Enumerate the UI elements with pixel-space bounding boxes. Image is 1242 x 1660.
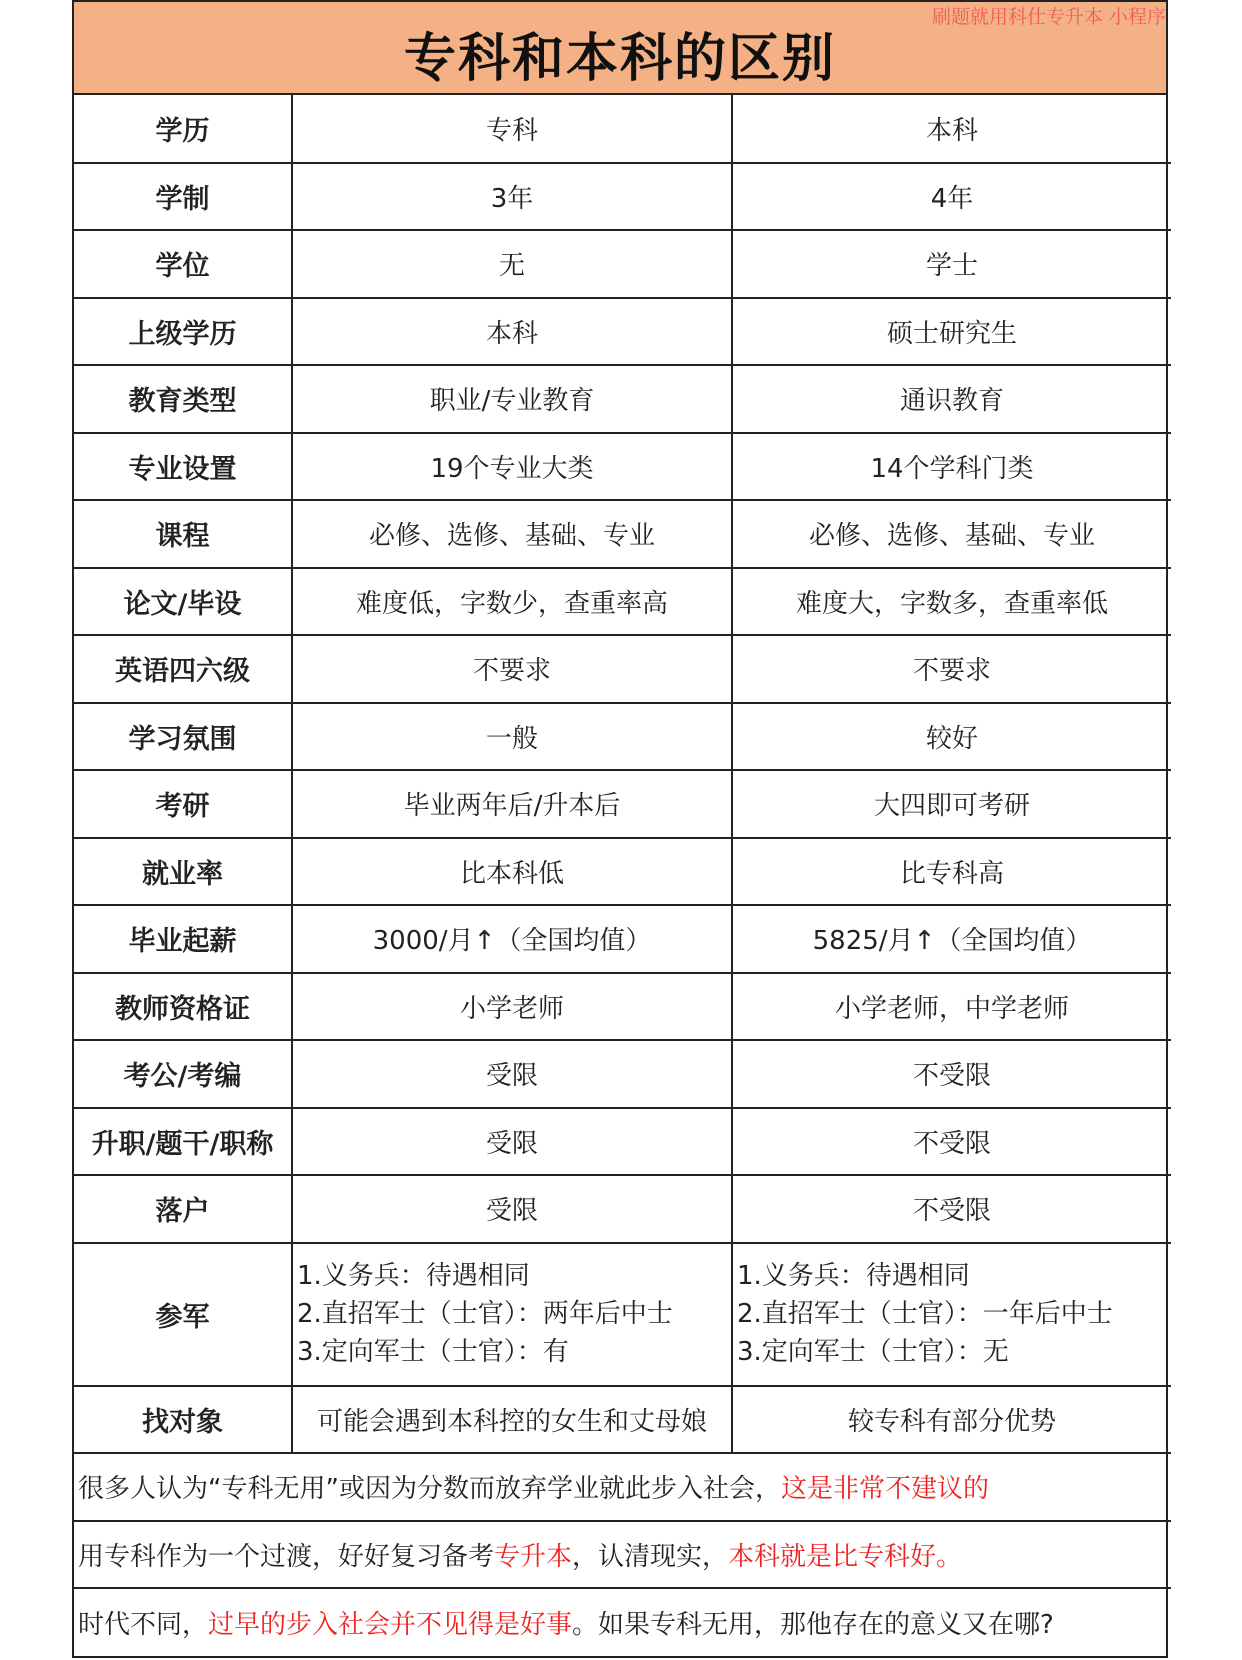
table-row [74, 365, 1171, 433]
zhuanke-cell: 可能会遇到本科控的女生和丈母娘 [292, 1386, 732, 1454]
table-row [74, 95, 1171, 163]
benke-cell [732, 1243, 1171, 1386]
zhuanke-cell: 19个专业大类 [292, 433, 732, 501]
benke-cell: 必修、选修、基础、专业 [732, 500, 1171, 568]
row-label: 找对象 [74, 1386, 292, 1454]
comparison-sheet [72, 0, 1168, 1658]
benke-cell: 小学老师，中学老师 [732, 973, 1171, 1041]
zhuanke-cell: 受限 [292, 1108, 732, 1176]
row-label: 课程 [74, 500, 292, 568]
row-label: 考研 [74, 770, 292, 838]
table-row [74, 568, 1171, 636]
row-label: 学历 [74, 95, 292, 163]
benke-cell: 较好 [732, 703, 1171, 771]
table-row [74, 838, 1171, 906]
note-text: 。如果专科无用，那他存在的意义又在哪? [572, 1609, 1054, 1640]
note-row [74, 1521, 1171, 1589]
list-item: 2.直招军士（士官）：一年后中士 [737, 1299, 1113, 1329]
zhuanke-cell: 不要求 [292, 635, 732, 703]
zhuanke-cell: 小学老师 [292, 973, 732, 1041]
page-title: 专科和本科的区别 [403, 29, 836, 89]
benke-cell: 不受限 [732, 1108, 1171, 1176]
zhuanke-cell: 一般 [292, 703, 732, 771]
benke-cell: 5825/月↑（全国均值） [732, 905, 1171, 973]
row-label: 落户 [74, 1175, 292, 1243]
comparison-table [74, 95, 1171, 1656]
zhuanke-cell: 本科 [292, 298, 732, 366]
benke-cell: 难度大，字数多，查重率低 [732, 568, 1171, 636]
note-3 [74, 1588, 1171, 1656]
note-2 [74, 1521, 1171, 1589]
zhuanke-cell: 专科 [292, 95, 732, 163]
zhuanke-cell: 职业/专业教育 [292, 365, 732, 433]
zhuanke-cell: 3年 [292, 163, 732, 231]
zhuanke-cell: 必修、选修、基础、专业 [292, 500, 732, 568]
title-bar [74, 2, 1166, 95]
table-row [74, 230, 1171, 298]
row-label: 教育类型 [74, 365, 292, 433]
benke-cell: 4年 [732, 163, 1171, 231]
row-label: 英语四六级 [74, 635, 292, 703]
note-text: ，认清现实， [572, 1541, 729, 1572]
row-label: 就业率 [74, 838, 292, 906]
row-label: 参军 [74, 1243, 292, 1386]
benke-cell: 通识教育 [732, 365, 1171, 433]
note-highlight: 专升本 [494, 1541, 573, 1572]
row-label: 学习氛围 [74, 703, 292, 771]
row-label: 毕业起薪 [74, 905, 292, 973]
table-row [74, 703, 1171, 771]
zhuanke-cell: 受限 [292, 1040, 732, 1108]
row-label: 专业设置 [74, 433, 292, 501]
note-row [74, 1453, 1171, 1521]
benke-cell: 较专科有部分优势 [732, 1386, 1171, 1454]
row-label: 学制 [74, 163, 292, 231]
list-item: 1.义务兵：待遇相同 [297, 1261, 530, 1291]
row-label: 上级学历 [74, 298, 292, 366]
table-row [74, 163, 1171, 231]
watermark: 刷题就用科仕专升本 小程序 [931, 6, 1166, 28]
zhuanke-cell: 难度低，字数少，查重率高 [292, 568, 732, 636]
zhuanke-cell: 受限 [292, 1175, 732, 1243]
note-highlight: 本科就是比专科好。 [728, 1541, 963, 1572]
row-label: 学位 [74, 230, 292, 298]
zhuanke-cell: 3000/月↑（全国均值） [292, 905, 732, 973]
list-item: 3.定向军士（士官）：无 [737, 1337, 1009, 1367]
zhuanke-cell [292, 1243, 732, 1386]
benke-cell: 学士 [732, 230, 1171, 298]
table-row [74, 635, 1171, 703]
benke-cell: 不要求 [732, 635, 1171, 703]
benke-cell: 比专科高 [732, 838, 1171, 906]
benke-cell: 本科 [732, 95, 1171, 163]
zhuanke-cell: 无 [292, 230, 732, 298]
table-row [74, 770, 1171, 838]
table-row [74, 905, 1171, 973]
table-row-dating [74, 1386, 1171, 1454]
zhuanke-cell: 毕业两年后/升本后 [292, 770, 732, 838]
benke-cell: 硕士研究生 [732, 298, 1171, 366]
row-label: 论文/毕设 [74, 568, 292, 636]
table-row [74, 1108, 1171, 1176]
note-highlight: 过早的步入社会并不见得是好事 [208, 1609, 573, 1640]
row-label: 升职/题干/职称 [74, 1108, 292, 1176]
table-row [74, 1175, 1171, 1243]
row-label: 教师资格证 [74, 973, 292, 1041]
note-text: 用专科作为一个过渡，好好复习备考 [78, 1541, 495, 1572]
list-item: 1.义务兵：待遇相同 [737, 1261, 970, 1291]
row-label: 考公/考编 [74, 1040, 292, 1108]
zhuanke-cell: 比本科低 [292, 838, 732, 906]
table-row [74, 1040, 1171, 1108]
table-row [74, 973, 1171, 1041]
note-highlight: 这是非常不建议的 [780, 1474, 989, 1505]
table-row-military [74, 1243, 1171, 1386]
note-text: 时代不同， [78, 1609, 209, 1640]
note-row [74, 1588, 1171, 1656]
benke-cell: 不受限 [732, 1040, 1171, 1108]
table-row [74, 500, 1171, 568]
note-text: 很多人认为“专科无用”或因为分数而放弃学业就此步入社会， [78, 1474, 781, 1505]
benke-cell: 大四即可考研 [732, 770, 1171, 838]
benke-cell: 不受限 [732, 1175, 1171, 1243]
list-item: 3.定向军士（士官）：有 [297, 1337, 569, 1367]
benke-cell: 14个学科门类 [732, 433, 1171, 501]
table-row [74, 433, 1171, 501]
note-1 [74, 1453, 1171, 1521]
table-row [74, 298, 1171, 366]
list-item: 2.直招军士（士官）：两年后中士 [297, 1299, 673, 1329]
